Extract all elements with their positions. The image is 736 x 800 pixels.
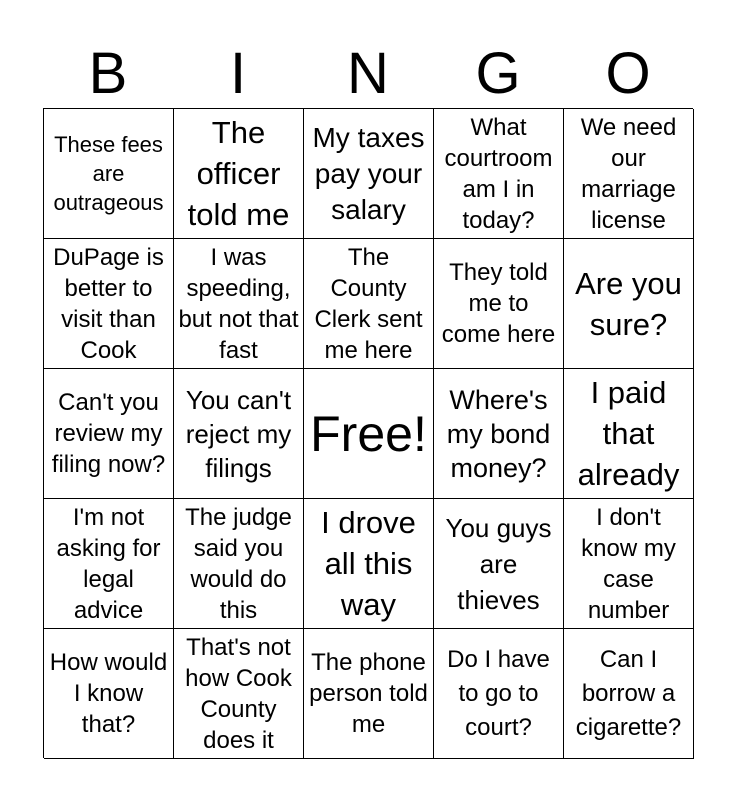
bingo-cell[interactable] [434, 629, 564, 759]
bingo-cell[interactable] [564, 499, 694, 629]
bingo-cell[interactable] [44, 369, 174, 499]
bingo-cell[interactable] [304, 109, 434, 239]
bingo-cell[interactable] [304, 499, 434, 629]
bingo-cell[interactable] [44, 629, 174, 759]
bingo-cell[interactable] [174, 109, 304, 239]
cell-text: How would I know that? [49, 649, 168, 738]
cell-text: I'm not asking for legal advice [56, 503, 161, 624]
cell-text: We need our marriage license [580, 113, 677, 234]
bingo-cell[interactable] [304, 239, 434, 369]
bingo-cell[interactable] [564, 369, 694, 499]
header-letter-b: B [88, 41, 128, 106]
cell-text: You guys are thieves [445, 512, 552, 615]
cell-text: Are you sure? [575, 265, 682, 342]
cell-text: Can't you review my filing now? [51, 389, 166, 478]
cell-text: They told me to come here [441, 259, 556, 348]
cell-text: The County Clerk sent me here [314, 243, 423, 364]
bingo-cell[interactable] [564, 629, 694, 759]
bingo-cell[interactable] [304, 629, 434, 759]
bingo-cell[interactable] [564, 109, 694, 239]
cell-text: That's not how Cook County does it [185, 633, 292, 754]
cell-text: What courtroom am I in today? [444, 113, 553, 234]
bingo-cell[interactable] [174, 629, 304, 759]
cell-text: DuPage is better to visit than Cook [53, 243, 164, 364]
bingo-cell-free[interactable] [304, 369, 434, 499]
cell-text: Where's my bond money? [446, 384, 551, 483]
cell-text: I paid that already [577, 375, 680, 492]
cell-text: I drove all this way [321, 505, 416, 622]
cell-text: The phone person told me [309, 649, 428, 738]
bingo-cell[interactable] [174, 499, 304, 629]
header-letter-o: O [605, 41, 651, 106]
cell-text: The officer told me [187, 115, 290, 232]
bingo-cell[interactable] [44, 239, 174, 369]
free-space-label: Free! [310, 405, 427, 462]
bingo-cell[interactable] [174, 239, 304, 369]
bingo-cell[interactable] [174, 369, 304, 499]
cell-text: These fees are outrageous [53, 132, 164, 215]
cell-text: My taxes pay your salary [312, 121, 425, 225]
bingo-board [43, 108, 693, 758]
bingo-cell[interactable] [434, 499, 564, 629]
bingo-cell[interactable] [434, 239, 564, 369]
cell-text: I don't know my case number [581, 503, 676, 624]
cell-text: The judge said you would do this [185, 503, 292, 624]
header-letter-i: I [229, 41, 247, 106]
bingo-cell[interactable] [564, 239, 694, 369]
header-letter-g: G [475, 41, 521, 106]
bingo-cell[interactable] [434, 369, 564, 499]
bingo-header [43, 40, 693, 108]
cell-text: You can't reject my filings [185, 384, 292, 483]
bingo-cell[interactable] [44, 109, 174, 239]
cell-text: Do I have to go to court? [447, 645, 550, 741]
header-letter-n: N [347, 41, 389, 106]
bingo-cell[interactable] [44, 499, 174, 629]
cell-text: I was speeding, but not that fast [178, 243, 299, 364]
cell-text: Can I borrow a cigarette? [575, 645, 682, 741]
bingo-cell[interactable] [434, 109, 564, 239]
